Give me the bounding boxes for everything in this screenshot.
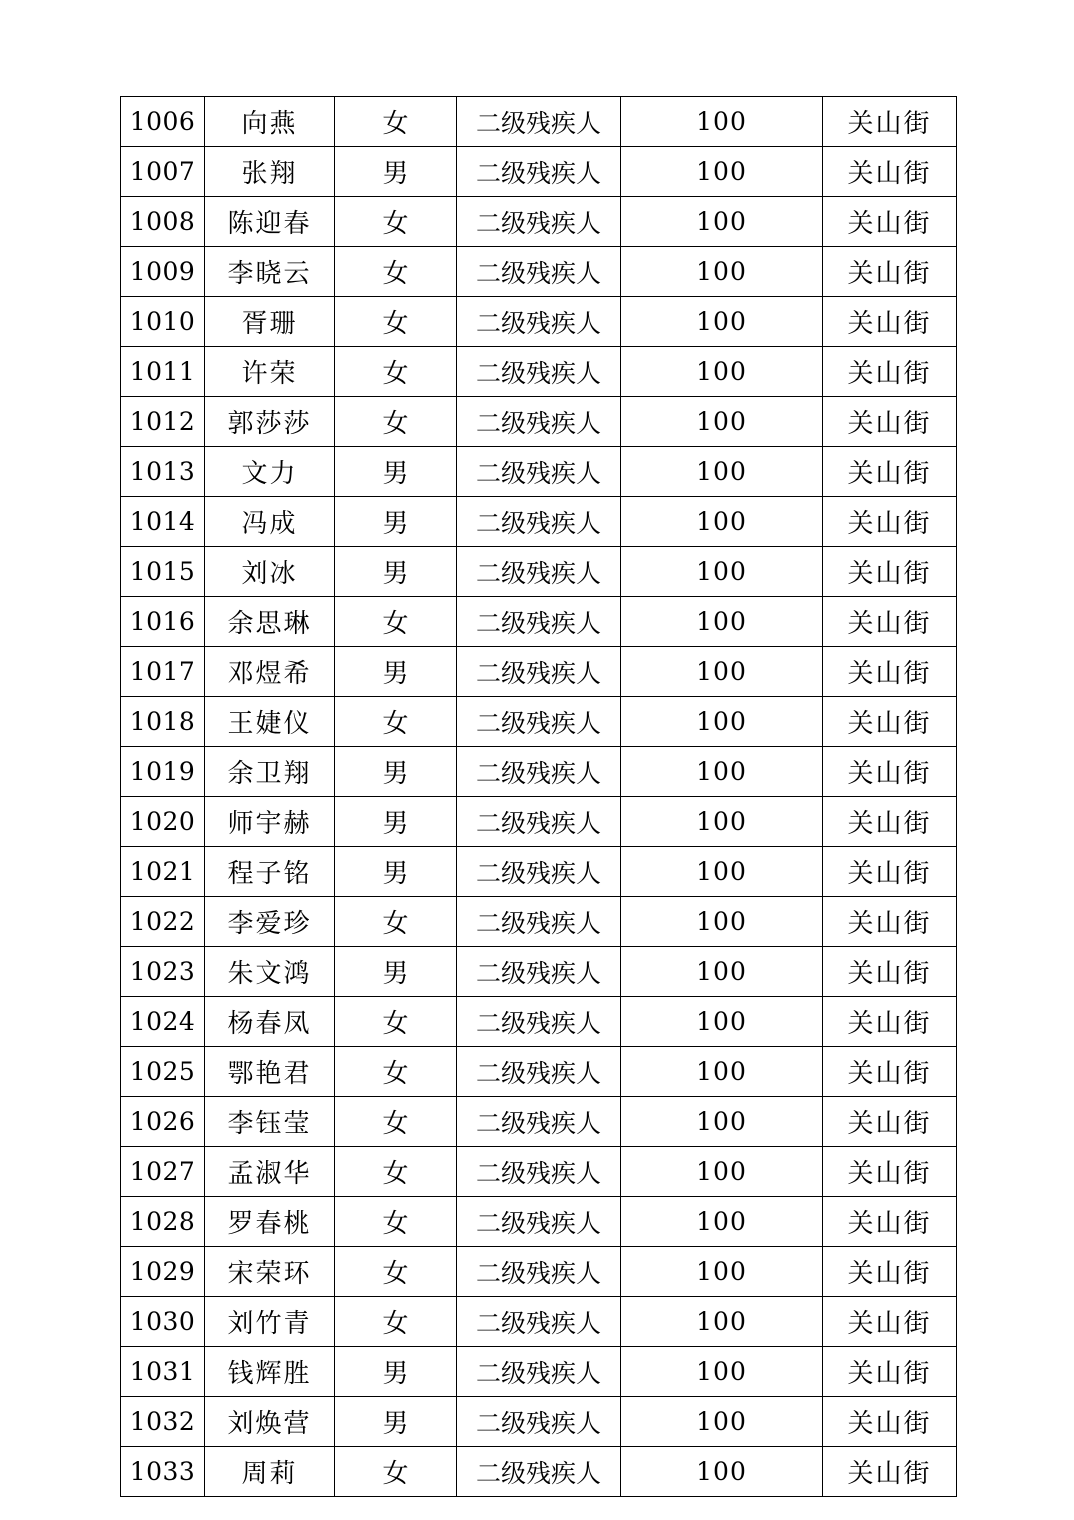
table-row [121,747,957,797]
row-amount: 100 [621,247,823,297]
row-amount: 100 [621,1147,823,1197]
row-amount: 100 [621,397,823,447]
row-sex: 男 [335,147,457,197]
row-amount: 100 [621,1247,823,1297]
row-sex: 女 [335,397,457,447]
row-id: 1011 [121,347,205,397]
row-name: 余卫翔 [205,747,335,797]
row-amount: 100 [621,747,823,797]
row-sex: 女 [335,897,457,947]
row-id: 1025 [121,1047,205,1097]
row-sex: 男 [335,1347,457,1397]
row-id: 1028 [121,1197,205,1247]
row-sex: 女 [335,97,457,147]
row-area: 关山街 [823,1247,957,1297]
table-row [121,247,957,297]
row-amount: 100 [621,547,823,597]
row-category: 二级残疾人 [457,1247,621,1297]
row-name: 余思琳 [205,597,335,647]
row-sex: 男 [335,947,457,997]
table-row [121,497,957,547]
row-area: 关山街 [823,1097,957,1147]
table-row [121,197,957,247]
row-sex: 女 [335,1047,457,1097]
row-sex: 女 [335,197,457,247]
row-name: 冯成 [205,497,335,547]
table-row [121,1447,957,1497]
row-name: 郭莎莎 [205,397,335,447]
row-id: 1022 [121,897,205,947]
row-category: 二级残疾人 [457,1397,621,1447]
row-amount: 100 [621,847,823,897]
row-category: 二级残疾人 [457,1447,621,1497]
row-area: 关山街 [823,647,957,697]
row-amount: 100 [621,647,823,697]
roster-table-container [120,96,956,1497]
row-amount: 100 [621,147,823,197]
row-sex: 女 [335,597,457,647]
row-sex: 女 [335,347,457,397]
row-id: 1009 [121,247,205,297]
row-name: 刘焕营 [205,1397,335,1447]
row-category: 二级残疾人 [457,97,621,147]
row-name: 杨春凤 [205,997,335,1047]
row-id: 1012 [121,397,205,447]
row-amount: 100 [621,447,823,497]
row-id: 1018 [121,697,205,747]
row-area: 关山街 [823,897,957,947]
roster-table [120,96,957,1497]
row-name: 朱文鸿 [205,947,335,997]
row-category: 二级残疾人 [457,297,621,347]
row-area: 关山街 [823,497,957,547]
table-row [121,1397,957,1447]
row-sex: 女 [335,1447,457,1497]
row-area: 关山街 [823,1447,957,1497]
row-area: 关山街 [823,597,957,647]
row-id: 1027 [121,1147,205,1197]
row-id: 1026 [121,1097,205,1147]
table-row [121,447,957,497]
row-name: 程子铭 [205,847,335,897]
row-name: 李晓云 [205,247,335,297]
row-sex: 男 [335,497,457,547]
row-category: 二级残疾人 [457,397,621,447]
row-category: 二级残疾人 [457,1097,621,1147]
row-category: 二级残疾人 [457,197,621,247]
table-row [121,797,957,847]
row-sex: 女 [335,997,457,1047]
row-sex: 女 [335,1197,457,1247]
row-name: 孟淑华 [205,1147,335,1197]
row-category: 二级残疾人 [457,447,621,497]
row-amount: 100 [621,997,823,1047]
row-id: 1016 [121,597,205,647]
row-amount: 100 [621,1197,823,1247]
table-row [121,1297,957,1347]
row-category: 二级残疾人 [457,547,621,597]
row-sex: 女 [335,1147,457,1197]
row-amount: 100 [621,97,823,147]
table-row [121,1347,957,1397]
row-amount: 100 [621,947,823,997]
row-name: 张翔 [205,147,335,197]
row-id: 1006 [121,97,205,147]
table-row [121,397,957,447]
row-amount: 100 [621,197,823,247]
row-area: 关山街 [823,197,957,247]
row-sex: 女 [335,1297,457,1347]
row-name: 李钰莹 [205,1097,335,1147]
row-amount: 100 [621,1047,823,1097]
table-row [121,347,957,397]
table-row [121,647,957,697]
row-sex: 女 [335,1247,457,1297]
row-area: 关山街 [823,997,957,1047]
row-name: 邓煜希 [205,647,335,697]
row-area: 关山街 [823,347,957,397]
row-amount: 100 [621,1097,823,1147]
row-area: 关山街 [823,847,957,897]
row-area: 关山街 [823,697,957,747]
row-category: 二级残疾人 [457,147,621,197]
row-area: 关山街 [823,297,957,347]
row-area: 关山街 [823,447,957,497]
table-row [121,147,957,197]
table-row [121,947,957,997]
table-row [121,1047,957,1097]
row-area: 关山街 [823,797,957,847]
row-category: 二级残疾人 [457,1297,621,1347]
row-id: 1029 [121,1247,205,1297]
table-row [121,997,957,1047]
row-amount: 100 [621,1297,823,1347]
table-row [121,1147,957,1197]
row-name: 胥珊 [205,297,335,347]
row-sex: 男 [335,547,457,597]
table-row [121,547,957,597]
row-name: 文力 [205,447,335,497]
row-area: 关山街 [823,247,957,297]
row-id: 1024 [121,997,205,1047]
row-name: 鄂艳君 [205,1047,335,1097]
row-id: 1013 [121,447,205,497]
row-area: 关山街 [823,1397,957,1447]
row-amount: 100 [621,697,823,747]
row-area: 关山街 [823,1347,957,1397]
row-name: 李爱珍 [205,897,335,947]
row-category: 二级残疾人 [457,847,621,897]
row-id: 1010 [121,297,205,347]
row-category: 二级残疾人 [457,1147,621,1197]
row-area: 关山街 [823,1197,957,1247]
row-name: 陈迎春 [205,197,335,247]
table-row [121,297,957,347]
row-id: 1030 [121,1297,205,1347]
row-amount: 100 [621,797,823,847]
row-amount: 100 [621,897,823,947]
row-name: 刘冰 [205,547,335,597]
row-id: 1008 [121,197,205,247]
row-amount: 100 [621,1447,823,1497]
table-row [121,97,957,147]
row-category: 二级残疾人 [457,697,621,747]
row-category: 二级残疾人 [457,747,621,797]
row-id: 1017 [121,647,205,697]
row-category: 二级残疾人 [457,497,621,547]
row-id: 1015 [121,547,205,597]
row-category: 二级残疾人 [457,597,621,647]
row-id: 1007 [121,147,205,197]
row-id: 1020 [121,797,205,847]
row-area: 关山街 [823,1047,957,1097]
row-name: 钱辉胜 [205,1347,335,1397]
row-category: 二级残疾人 [457,347,621,397]
row-category: 二级残疾人 [457,897,621,947]
row-amount: 100 [621,1397,823,1447]
row-area: 关山街 [823,947,957,997]
row-sex: 女 [335,247,457,297]
row-id: 1033 [121,1447,205,1497]
row-name: 王婕仪 [205,697,335,747]
row-category: 二级残疾人 [457,1347,621,1397]
row-category: 二级残疾人 [457,1197,621,1247]
row-amount: 100 [621,1347,823,1397]
row-category: 二级残疾人 [457,647,621,697]
row-category: 二级残疾人 [457,797,621,847]
row-area: 关山街 [823,1297,957,1347]
row-sex: 女 [335,1097,457,1147]
row-sex: 男 [335,847,457,897]
row-area: 关山街 [823,97,957,147]
table-row [121,897,957,947]
row-name: 周莉 [205,1447,335,1497]
row-id: 1031 [121,1347,205,1397]
table-row [121,1197,957,1247]
row-area: 关山街 [823,547,957,597]
row-id: 1023 [121,947,205,997]
row-id: 1032 [121,1397,205,1447]
table-row [121,1097,957,1147]
row-category: 二级残疾人 [457,1047,621,1097]
row-name: 师宇赫 [205,797,335,847]
row-amount: 100 [621,297,823,347]
row-amount: 100 [621,497,823,547]
row-sex: 男 [335,747,457,797]
row-sex: 女 [335,297,457,347]
row-sex: 男 [335,797,457,847]
row-sex: 男 [335,1397,457,1447]
row-id: 1014 [121,497,205,547]
row-name: 向燕 [205,97,335,147]
row-category: 二级残疾人 [457,247,621,297]
table-row [121,597,957,647]
row-category: 二级残疾人 [457,947,621,997]
row-sex: 女 [335,697,457,747]
row-name: 宋荣环 [205,1247,335,1297]
row-amount: 100 [621,347,823,397]
table-row [121,847,957,897]
row-id: 1021 [121,847,205,897]
table-row [121,697,957,747]
table-row [121,1247,957,1297]
row-name: 许荣 [205,347,335,397]
row-amount: 100 [621,597,823,647]
row-name: 罗春桃 [205,1197,335,1247]
row-sex: 男 [335,447,457,497]
row-sex: 男 [335,647,457,697]
roster-table-body [121,97,957,1497]
row-area: 关山街 [823,147,957,197]
row-category: 二级残疾人 [457,997,621,1047]
row-id: 1019 [121,747,205,797]
row-area: 关山街 [823,747,957,797]
row-name: 刘竹青 [205,1297,335,1347]
row-area: 关山街 [823,1147,957,1197]
row-area: 关山街 [823,397,957,447]
